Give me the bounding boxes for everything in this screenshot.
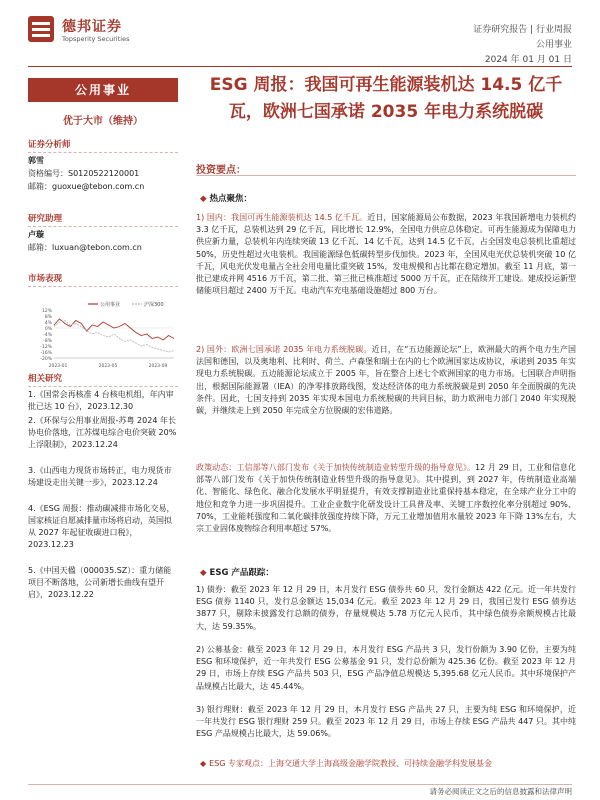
- policy-heading: 政策动态：工信部等八部门发布《关于加快传统制造业转型升级的指导意见》。: [196, 463, 476, 472]
- analyst-name: 郭雪: [28, 156, 44, 165]
- y-tick-label: 8%: [44, 315, 52, 320]
- esg-funds: 2) 公募基金：截至 2023 年 12 月 29 日，本月发行 ESG 产品共 3 只，发行份额为 3.90 亿份，主要为纯 ESG 和环境保护，近一年共发行 ESG 公募基金 91 只，发行总份额为 425.36 亿份。截至 2023 年 12 月 29 日，市场上存续 ESG 产品共 503 只，ESG 产品净值总规模达 5,395.68 亿元人民币。其中环境保护产品规模占比最大，达 45.44%。: [196, 645, 576, 691]
- related-item[interactable]: 5.《中国天楹（000035.SZ）：重力储能项目不断落地，公司新增长曲线有望开启》，2023.12.22: [28, 566, 172, 599]
- x-tick-label: 2023-01: [48, 364, 68, 369]
- expert-view: ◆ ESG 专家观点：上海交通大学上海高级金融学院教授、可持续金融学科发展基金: [200, 758, 576, 770]
- x-tick-label: 2023-05: [98, 364, 118, 369]
- report-date: 2024 年 01 月 01 日: [484, 55, 572, 65]
- domestic-body: 近日，国家能源局公布数据，2023 年我国新增电力装机约 3.3 亿千瓦，总装机达到 29 亿千瓦，同比增长 12.9%，全国电力供应总体稳定。可再生能源成为保障电力供应新力量，总装机年内连续突破 13 亿千瓦、14 亿千瓦，达到 14.5 亿千瓦，占全国发电总装机比重超过 50%，历史性超过火电装机。我国能源绿色低碳转型步伐加快。2023 年，全国风电光伏总装机突破 10 亿千瓦，风电光伏发电量占全社会用电量比重突破 15%，发电规模和占比都在稳定增加。截至 11 月底，第一批已建成并网 4516 万千瓦，第二批、第三批已核准超过 5000 万千瓦，正在陆续开工建设。建成投运新型储能项目超过 2400 万千瓦。电动汽车充电基础设施超过 800 万台。: [196, 213, 576, 296]
- disclaimer-footer[interactable]: 请务必阅读正文之后的信息披露和法律声明: [429, 787, 572, 796]
- y-tick-label: 4%: [44, 321, 52, 326]
- assistant-name: 卢璇: [28, 230, 44, 239]
- related-item[interactable]: 2.《环保与公用事业周报-苏粤 2024 年长协电价落地，江苏煤电综合电价突破 20%上浮限制》，2023.12.24: [28, 416, 177, 449]
- related-item[interactable]: 1.《国常会再核准 4 台核电机组，年内审批已达 10 台》，2023.12.30: [28, 390, 174, 411]
- report-title: ESG 周报：我国可再生能源装机达 14.5 亿千瓦，欧洲七国承诺 2035 年电力系统脱碳: [209, 75, 563, 122]
- policy-paragraph: [196, 462, 576, 535]
- related-item[interactable]: 3.《山西电力现货市场转正，电力现货市场建设走出关键一步》，2023.12.24: [28, 466, 172, 487]
- policy-body: 12 月 29 日，工业和信息化部等八部门发布《关于加快传统制造业转型升级的指导意见》。其中提到，到 2027 年，传统制造业高端化、智能化、绿色化、融合化发展水平明显提升，有效支撑制造业比重保持基本稳定，在全球产业分工中的地位和竞争力进一步巩固提升。工业企业数字化研发设计工具普及率、关键工序数控化率分别超过 90%、70%，工业能耗强度和二氧化碳排放强度持续下降，万元工业增加值用水量较 2023 年下降 13%左右，大宗工业固体废物综合利用率超过 57%。: [196, 463, 576, 534]
- y-tick-label: 12%: [41, 309, 52, 314]
- y-tick-label: -8%: [43, 339, 52, 344]
- report-type: 证券研究报告 | 行业周报: [473, 25, 572, 35]
- analyst-email[interactable]: 邮箱：guoxue@tebon.com.cn: [28, 182, 145, 191]
- rating-label: 优于大市（维持）: [63, 116, 143, 127]
- overseas-body: 近日，在“五边能源论坛”上，欧洲最大的两个电力生产国法国和德国，以及奥地利、比利时、荷兰、卢森堡和瑞士在内的七个欧洲国家达成协议，承诺到 2035 年实现电力系统脱碳。五边能源论坛成立于 2005 年，旨在整合上述七个欧洲国家的电力市场。七国联合声明指出，根据国际能源署（IEA）的净零排放路线图，发达经济体的电力系统脱碳是到 2050 年全面脱碳的先决条件。因此，七国支持到 2035 年实现本国电力系统脱碳的共同目标，助力欧洲电力部门 2040 年实现脱碳，并继续走上到 2050 年完成全方位脱碳的宏伟道路。: [196, 345, 576, 416]
- esg-products-heading: ◆ ESG 产品跟踪：: [200, 566, 274, 578]
- overseas-paragraph: [196, 344, 576, 417]
- y-tick-label: 0%: [44, 327, 52, 332]
- y-tick-label: -16%: [40, 351, 52, 356]
- legend-label: 公用事业: [100, 302, 121, 308]
- domestic-heading: 1) 国内：我国可再生能源装机达 14.5 亿千瓦。: [196, 213, 368, 222]
- company-name-en: Topsperity Securities: [62, 35, 130, 43]
- footer-divider: [28, 784, 572, 785]
- company-logo-icon: [28, 16, 54, 42]
- header-divider: [28, 66, 572, 67]
- overseas-heading: 2) 国外：欧洲七国承诺 2035 年电力系统脱碳。: [196, 345, 372, 354]
- report-sector: 公用事业: [535, 40, 572, 50]
- market-heading: 市场表现: [28, 272, 178, 287]
- summary-bar: [196, 158, 576, 176]
- series-line-1: [54, 319, 174, 340]
- summary-heading: 投资要点：: [196, 165, 246, 176]
- related-heading: 相关研究: [28, 372, 178, 387]
- company-name-cn: 德邦证券: [62, 19, 122, 35]
- assistant-heading: 研究助理: [28, 212, 178, 227]
- sector-badge: 公用事业: [28, 78, 178, 102]
- esg-bonds: 1) 债券：截至 2023 年 12 月 29 日，本月发行 ESG 债券共 60 只，发行金额达 422 亿元。近一年共发行 ESG 债券 1140 只，发行总金额达 15,034 亿元。截至 2023 年 12 月 29 日，我国已发行 ESG 债券达 3877 只，剔除未披露发行总额的债券，存量规模达 5.78 万亿元人民币，其中绿色债券余额规模占比最大，达 59.35%。: [196, 585, 576, 631]
- related-item[interactable]: 4.《ESG 周报：推动碳减排市场化交易，国家核证自愿减排量市场将启动，英国拟从 2027 年起征收碳进口税》，2023.12.23: [28, 504, 175, 549]
- assistant-email[interactable]: 邮箱：luxuan@tebon.com.cn: [28, 243, 142, 252]
- esg-wealth: 3) 银行理财：截至 2023 年 12 月 29 日，本月发行 ESG 产品共 27 只，主要为纯 ESG 和环境保护，近一年共发行 ESG 银行理财 259 只。截至 2023 年 12 月 29 日，市场上存续 ESG 产品共 447 只。其中纯 ESG 产品规模占比最大，达 59.06%。: [196, 705, 576, 739]
- domestic-paragraph: [196, 212, 576, 297]
- y-tick-label: -4%: [43, 333, 52, 338]
- y-tick-label: -20%: [40, 357, 52, 362]
- market-performance-chart: [28, 300, 178, 372]
- hot-topics-heading: ◆ 热点聚焦：: [200, 192, 252, 204]
- legend-label: 沪深300: [144, 302, 164, 308]
- x-tick-label: 2023-09: [148, 364, 168, 369]
- analyst-cert: 资格编号：S0120522120001: [28, 169, 140, 178]
- y-tick-label: -12%: [40, 345, 52, 350]
- analyst-heading: 证券分析师: [28, 138, 178, 153]
